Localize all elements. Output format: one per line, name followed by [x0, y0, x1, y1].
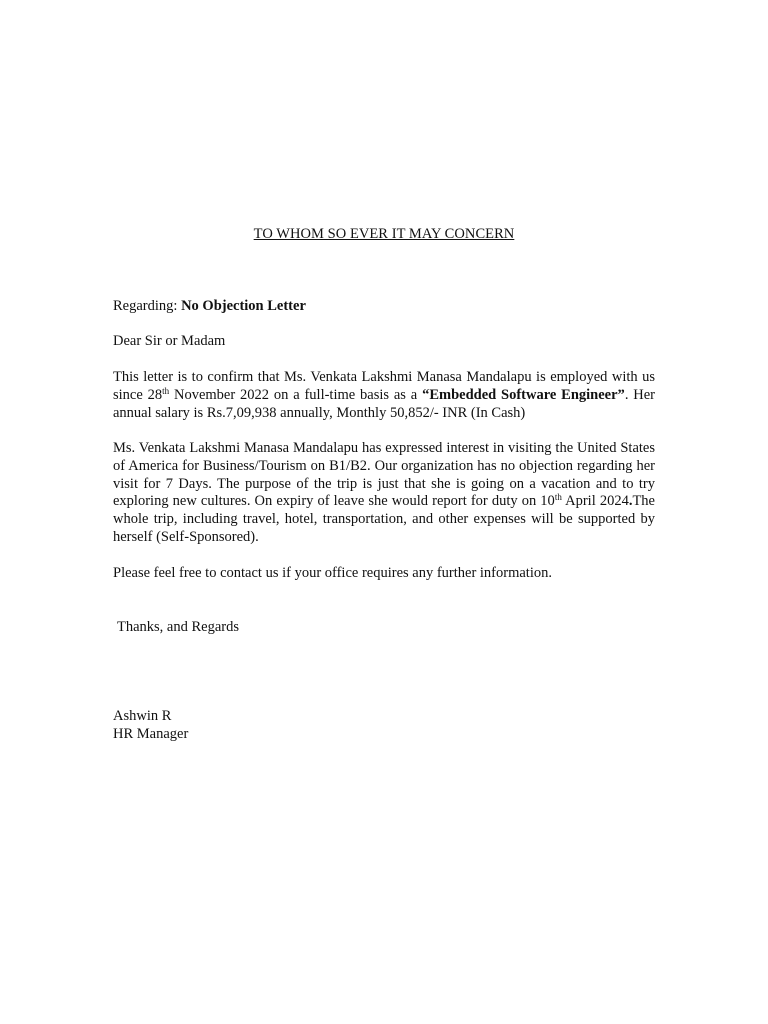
regarding-subject: No Objection Letter: [181, 298, 306, 314]
paragraph-travel: [113, 440, 655, 547]
signatory-title: HR Manager: [113, 726, 189, 742]
regarding-label: Regarding:: [113, 298, 178, 314]
para1-text-b: November 2022 on a full-time basis as a: [169, 386, 423, 403]
para1-text-c: . Her annual salary is Rs.7,09,938 annually, Monthly 50,852/- INR (In Cash): [113, 386, 656, 421]
para1-date-suffix: th: [162, 385, 170, 396]
regarding-line: [113, 298, 655, 316]
para2-text-a: Ms. Venkata Lakshmi Manasa Mandalapu has expressed interest in visiting the United States of America for Business/Tourism on B1/B2. Our organization has no objection regarding her visit for 7 Days. The purpose of the trip is just that she is going on a vacation and to try exploring new cultures. On expiry of leave she would report for duty on 10: [113, 440, 655, 510]
designation: “Embedded Software Engineer”: [422, 386, 625, 403]
para2-bold-period: .: [628, 493, 633, 510]
para1-text-a: This letter is to confirm that Ms. Venkata Lakshmi Manasa Mandalapu is employed with us since 28: [113, 369, 655, 403]
letter-title: TO WHOM SO EVER IT MAY CONCERN: [253, 226, 515, 242]
para2-date-suffix: th: [554, 492, 562, 503]
paragraph-contact: Please feel free to contact us if your office requires any further information.: [113, 565, 552, 581]
salutation: Dear Sir or Madam: [113, 333, 226, 349]
closing: Thanks, and Regards: [117, 619, 240, 635]
para2-text-c: The whole trip, including travel, hotel, transportation, and other expenses will be supported by herself (Self-Sponsored).: [113, 493, 655, 545]
para2-text-b: April 2024: [561, 493, 629, 510]
signatory-name: Ashwin R: [113, 708, 172, 724]
paragraph-employment: [113, 369, 655, 422]
